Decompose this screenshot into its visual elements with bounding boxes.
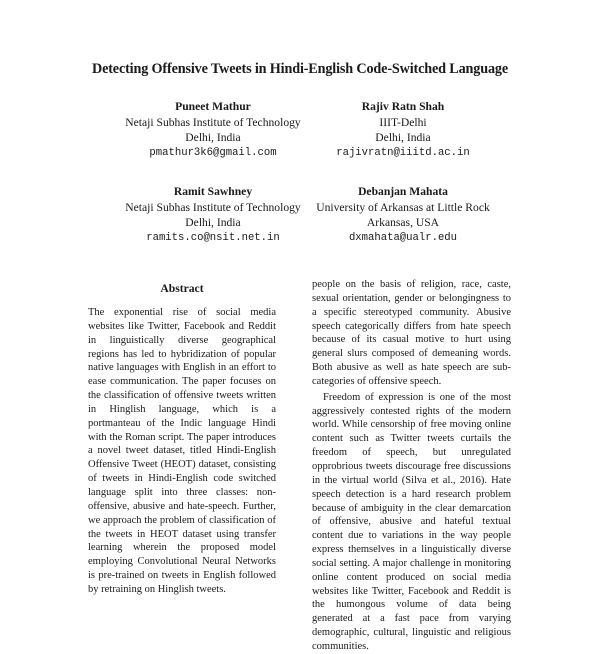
body-column-right [312,278,511,652]
author-name: Rajiv Ratn Shah [361,100,445,113]
abstract-body [88,306,276,600]
paper-title: Detecting Offensive Tweets in Hindi-English Code-Switched Language [91,61,508,77]
author-affiliation: IIIT-Delhi [379,115,427,129]
author-name: Debanjan Mahata [358,185,448,198]
author-email[interactable]: rajivratn@iiitd.ac.in [336,146,470,159]
body-paragraph: people on the basis of religion, race, caste, sexual orientation, gender or belongingness to a specific stereotyped community. Abusive speech categorically differs from hate speech because of its casual motive to hurt using general slurs composed of demeaning words. Both abusive as well as hate speech are sub-categories of offensive speech. [312,279,511,387]
author-location: Arkansas, USA [366,216,440,230]
author-email[interactable]: ramits.co@nsit.net.in [146,231,280,244]
author-affiliation: Netaji Subhas Institute of Technology [125,115,301,129]
author-name: Puneet Mathur [175,100,251,113]
author-email[interactable]: pmathur3k6@gmail.com [149,146,277,159]
author-block [288,99,518,161]
body-paragraph: Freedom of expression is one of the most aggressively contested rights of the modern world. While censorship of free moving online content such as Twitter tweets curtails the freedom of speech, but unregulated opprobrious tweets discourage free discussions in the virtual world (Silva et al., 2016). Hate speech detection is a hard research problem because of ambiguity in the clear demarcation of offensive, abusive and hateful textual content due to variations in the way people express themselves in a linguistically diverse social setting. A major challenge in monitoring online content produced on social media websites like Twitter, Facebook and Reddit is the humongous volume of data being generated at a fast pace from varying demographic, cultural, linguistic and religious communities. [312,391,511,652]
author-location: Delhi, India [375,131,431,145]
abstract-paragraph: The exponential rise of social media websites like Twitter, Facebook and Reddit in linguistically diverse geographical regions has led to hybridization of popular native languages with English in an effort to ease communication. The paper focuses on the classification of offensive tweets written in Hinglish language, which is a portmanteau of the Indic language Hindi with the Roman script. The paper introduces a novel tweet dataset, titled Hindi-English Offensive Tweet (HEOT) dataset, consisting of tweets in Hindi-English code switched language split into three classes: non-offensive, abusive and hate-speech. Further, we approach the problem of classification of the tweets in HEOT dataset using transfer learning wherein the proposed model employing Convolutional Neural Networks is pre-trained on tweets in English followed by retraining on Hinglish tweets. [88,307,276,595]
author-affiliation: Netaji Subhas Institute of Technology [125,200,301,214]
author-email[interactable]: dxmahata@ualr.edu [348,231,458,244]
author-affiliation: University of Arkansas at Little Rock [316,200,490,214]
author-location: Delhi, India [185,131,241,145]
abstract-heading: Abstract [160,282,204,295]
author-block [288,184,518,246]
author-location: Delhi, India [185,216,241,230]
author-name: Ramit Sawhney [173,185,253,198]
